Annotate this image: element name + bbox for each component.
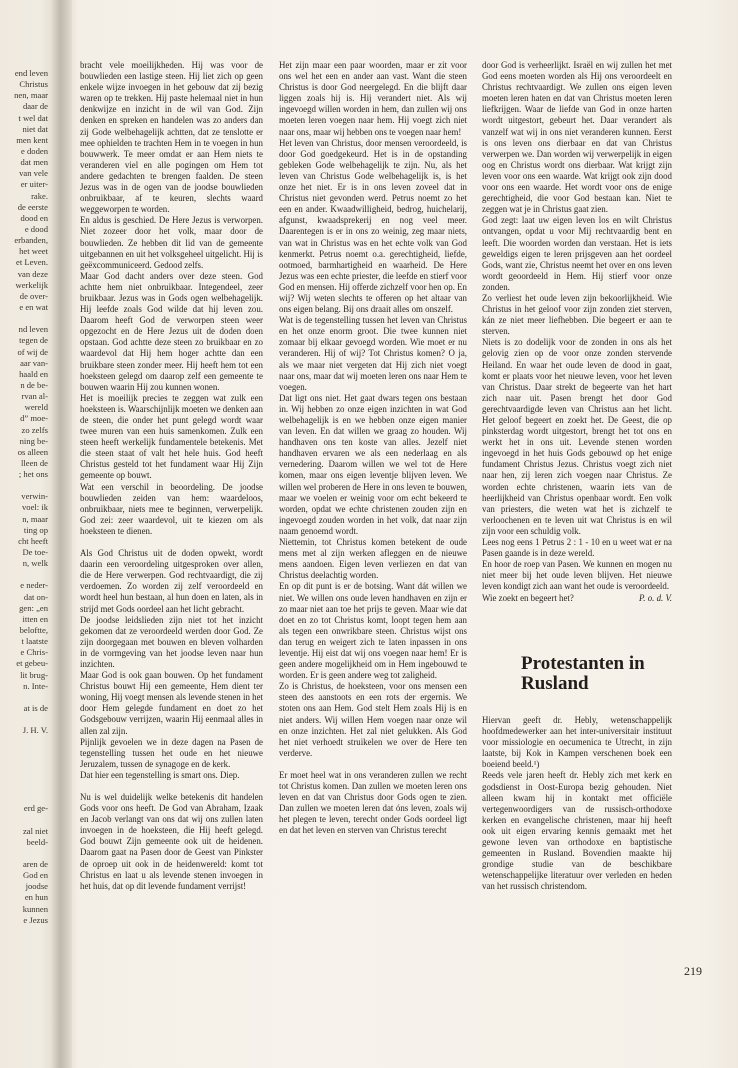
fragment-line: at is de [23,703,48,714]
fragment-line [0,736,48,747]
page-number: 219 [684,964,702,978]
fragment-line: De toe- [22,547,48,558]
fragment-line: het weet [19,246,48,257]
fragment-line: et Leven. [16,257,48,268]
fragment-line: voel: ik [21,502,48,513]
fragment-line [0,748,48,759]
previous-page-fragment [0,68,48,926]
fragment-line: ; het ons [18,469,48,480]
fragment-line: e neder- [20,580,48,591]
fragment-line: van deze [17,268,48,279]
paragraph: Als God Christus uit de doden opwekt, wordt daarin een veroordeling uitgesproken over allen, die de Here verwerpen. God rechtvaardigt, die zij verdoemen. Zo worden zij zelf veroordeeld en wordt heel hun bestaan, al hun doen en laten, als in strijd met Gods oordeel aan het licht gebracht. [80,548,263,614]
fragment-line [0,792,48,803]
fragment-line [0,814,48,825]
paragraph: Zo verliest het oude leven zijn bekoorlijkheid. Wie Christus in het geloof voor zijn zonden ziet sterven, kán ze niet meer liefhebben. Die begeert er aan te sterven. [482,292,672,337]
paragraph: Nu is wel duidelijk welke betekenis dit handelen Gods voor ons heeft. De God van Abraham, Izaak en Jacob verlangt van ons dat wij ons zullen laten invoegen in de hoeksteen, die Hij heeft gelegd. God bouwt Zijn gemeente ook uit de heidenen. Daarom gaat na Pasen door de Geest van Pinkster de oproep uit ook in de heidenwereld: komt tot Christus en laat u als levende stenen invoegen in het huis, dat op dit levende fundament verrijst! [80,792,263,891]
fragment-line: de eerste [17,201,48,212]
fragment-line: tegen de [19,335,48,346]
fragment-line [0,313,48,324]
paragraph: Wat is de tegenstelling tussen het leven van Christus en het onze enorm groot. Die twee kunnen niet zomaar bij elkaar gevoegd worden. Wie moet er nu veranderen. Hij of wij? Tot Christus komen? O ja, als we maar niet vergeten dat Hij zich niet voegt naar ons, maar dat wij moeten leren ons naar Hem te voegen. [279,315,467,392]
fragment-line: zal niet [22,825,48,836]
closing-question: Wie zoekt en begeert het? [482,592,574,603]
fragment-line: erd ge- [23,803,48,814]
fragment-line: J. H. V. [22,725,48,736]
fragment-line [0,714,48,725]
fragment-line: werkelijk [15,279,48,290]
fragment-line [0,781,48,792]
paragraph: Het leven van Christus, door mensen veroordeeld, is door God goedgekeurd. Het is in de opstanding gebleken Gode welbehagelijk te zijn. Nu, als het leven van Christus Gode welbehagelijk is, is het onze het niet. Er is in ons leven zoveel dat in Christus niet gevonden werd. Petrus noemt zo het een en ander. Kwaadwilligheid, bedrog, huichelarij, afgunst, kwaadsprekerij en nog veel meer. Daarentegen is er in ons zo weinig, zeg maar niets, van wat in Christus was en het echte volk van God kenmerkt. Petrus noemt o.a. gerechtigheid, liefde, ootmoed, barmhartigheid en waarheid. De Here Jezus was een echte priester, die leefde en stierf voor God en mensen. Hij offerde zichzelf voor hen op. En wij? Wij weten slechts te offeren op het altaar van ons eigen belang. Bij ons draait alles om onszelf. [279,137,467,315]
fragment-line: lleen de [21,457,48,468]
fragment-line: ning be- [19,435,48,446]
closing-line [482,593,672,604]
fragment-line: haald en [19,368,48,379]
book-gutter [50,0,72,1068]
fragment-line: wereld [24,402,48,413]
paragraph: Wat een verschil in beoordeling. De joodse bouwlieden zeiden van hem: waardeloos, onbruikbaar, niets mee te beginnen, verwerpelijk. God zei: zeer waardevol, uit te kiezen om als hoeksteen te dienen. [80,481,263,536]
paragraph: En aldus is geschied. De Here Jezus is verworpen. Niet zozeer door het volk, maar door de bouwlieden. Ze hebben dit lid van de gemeente uitgebannen en uit het volksgeheel uitgelicht. Hij is geëxcommuniceerd. Gedood zelfs. [80,215,263,270]
fragment-line: beeld- [26,836,48,847]
fragment-line: e dood [24,223,48,234]
paragraph: Niets is zo dodelijk voor de zonden in ons als het gelovig zien op de voor onze zonden stervende Heiland. En waar het oude leven de dood in gaat, komt er plaats voor het nieuwe leven, voor het leven van Christus. Daar strekt de begeerte van het hart zich naar uit. Pasen brengt het door God gerechtvaardigde leven van Christus aan het licht. Het geloof begeert en zoekt het. De Geest, die op pinksterdag wordt uitgestort, brengt het tot ons en werkt het in ons uit. Levende stenen worden ingevoegd in het huis Gods gebouwd op het enige fundament Christus Jezus. Christus voegt zich niet naar hen, zij leren zich voegen naar Christus. Ze worden echte christenen, waarin iets van de heerlijkheid van Christus openbaar wordt. Een volk van priesters, die weten wat het is zichzelf te verloochenen en te leven uit wat Christus is en wil zijn voor een schuldig volk. [482,337,672,536]
paragraph: bracht vele moeilijkheden. Hij was voor de bouwlieden een lastige steen. Hij liet zich op geen enkele wijze invoegen in het gebouw dat zij bezig waren op te trekken. Hij paste helemaal niet in hun denkwijze en inzicht in de wil van God. Zijn denken en spreken en handelen was zo anders dan zij Gode welbehagelijk achtten, dat ze tenslotte er mee ophielden te trachten Hem in te voegen in hun bouwwerk. Te meer omdat er aan Hem niets te veranderen viel en alle pogingen om Hem tot andere gedachten te brengen faalden. De steen Jezus was in de ogen van de joodse bouwlieden onbruikbaar, af te keuren, slechts waard weggeworpen te worden. [80,60,263,215]
fragment-line: kunnen [22,903,48,914]
paragraph: Dat hier een tegenstelling is smart ons. Diep. [80,769,240,780]
fragment-line: nen, maar [14,90,48,101]
fragment-line: zo zelfs [21,424,48,435]
paragraph: Pijnlijk gevoelen we in deze dagen na Pasen de tegenstelling tussen het oude en het nieuwe Jeruzalem, tussen de synagoge en de kerk. [80,736,263,769]
paragraph: Maar God dacht anders over deze steen. God achtte hem niet onbruikbaar. Integendeel, zeer bruikbaar. Jezus was in Gods ogen welbehagelijk. Hij leefde zoals God wilde dat hij leven zou. Daarom heeft God de verworpen steen weer opgezocht en de Here Jezus uit de doden doen opstaan. God achtte deze steen zo bruikbaar en zo waardevol dat Hij hem hoger achtte dan een bruikbare steen zonder meer. Hij heeft hem tot een hoeksteen gelegd om daarop zelf een gemeente te bouwen waarin Hij zou kunnen wonen. [80,270,263,392]
fragment-line: end leven [14,68,48,78]
fragment-line: er uiter- [20,179,48,190]
fragment-line: gen: „en [19,602,48,613]
fragment-line: God en [22,870,48,881]
fragment-line: daar de [22,101,48,112]
fragment-line: n de be- [20,379,48,390]
fragment-line: t wel dat [18,112,48,123]
article-column-3 [482,60,672,604]
fragment-line: dat men [20,157,48,168]
author-signature: P. o. d. V. [639,592,672,603]
fragment-line [0,692,48,703]
fragment-line: os alleen [17,446,48,457]
paragraph: De joodse leidslieden zijn niet tot het inzicht gekomen dat ze veroordeeld werden door God. Ze zijn doorgegaan met bouwen en bleven volharden in de vormgeving van het joodse leven naar hun inzichten. [80,614,263,669]
fragment-line: beloftte, [19,625,48,636]
fragment-line [0,569,48,580]
fragment-line: n, welk [22,558,48,569]
paragraph: Lees nog eens 1 Petrus 2 : 1 - 10 en u weet wat er na Pasen gaande is in deze wereld. [482,537,672,559]
fragment-line [0,759,48,770]
fragment-line: e en wat [19,301,48,312]
fragment-line: e Jezus [23,914,48,925]
article-heading: Protestanten in Rusland [521,653,645,694]
paragraph: God zegt: laat uw eigen leven los en wilt Christus ontvangen, opdat u voor Mij rechtvaardig bent en leeft. Die woorden worden dan verstaan. Het is iets geweldigs eigen te leren prijsgeven aan het oordeel Gods, want zie, Christus neemt het over en ons leven wordt geoordeeld in Hem. Hij stierf voor onze zonden. [482,215,672,292]
paragraph: Maar God is ook gaan bouwen. Op het fundament Christus bouwt Hij een gemeente, Hem dient ter woning, Hij voegt mensen als levende stenen in het door Hem gelegde fundament en doet zo het Godsgebouw verrijzen, waarin Hij eenmaal alles in allen zal zijn. [80,670,263,736]
fragment-line: ting op [23,524,48,535]
fragment-line: aar van- [20,357,48,368]
paragraph: door God is verheerlijkt. Israël en wij zullen het met God eens moeten worden als Hij ons veroordeelt en Christus rechtvaardigt. We zullen ons eigen leven moeten leren haten en dat van Christus moeten leren liefkrijgen. Waar de liefde van God in onze harten wordt uitgestort, gebeurt het. Daar verandert als vanzelf wat wij in ons niet veranderen kunnen. Eerst is ons leven ons dierbaar en dat van Christus verwerpen we. Dan worden wij verwerpelijk in eigen oog en Christus wordt ons dierbaar. Wat krijgt zijn leven voor ons een waarde. Wat krijgt ook zijn dood voor ons een waarde. Het wordt voor ons de enige gerechtigheid, die voor God bestaan kan. Niet te zeggen wat je in Christus gaat zien. [482,60,672,215]
fragment-line: t laatste [21,636,48,647]
fragment-line: van vele [19,168,48,179]
fragment-line: joodse [25,881,48,892]
paragraph: Reeds vele jaren heeft dr. Hebly zich met kerk en godsdienst in Oost-Europa bezig gehouden. Niet alleen kwam hij in kontakt met officiële vertegenwoordigers van de russisch-orthodoxe kerken en evangelische christenen, maar hij heeft ook uit eigen ervaring kennis gemaakt met het gewone leven van orthodoxe en baptistische gemeenten in Rusland. Bovendien maakte hij grondige studie van de beschikbare wetenschappelijke literatuur over verleden en heden van het russisch christendom. [482,770,672,892]
paragraph: Er moet heel wat in ons veranderen zullen we recht tot Christus komen. Dan zullen we moeten leren ons leven en dat van Christus door Gods ogen te zien. Dan zullen we moeten leren dat óns leven, zoals wij het plegen te leven, terecht onder Gods oordeel ligt en dat het leven en sterven van Christus terecht [279,769,467,836]
fragment-line: of wij de [17,346,48,357]
paragraph: En hoor de roep van Pasen. We kunnen en mogen nu niet meer bij het oude leven blijven. Het nieuwe leven kondigt zich aan want het oude is veroordeeld. [482,559,672,592]
fragment-line: rvan al- [21,391,48,402]
paragraph: Zo is Christus, de hoeksteen, voor ons mensen een steen des aanstoots en een rots der ergernis. We stoten ons aan Hem. God stelt Hem zoals Hij is en niet anders. Wij willen Hem voegen naar onze wil en onze inzichten. Het zal niet gelukken. Als God het niet verhoedt struikelen we over de Here ten verderve. [279,681,467,758]
paragraph: Hiervan geeft dr. Hebly, wetenschappelijk hoofdmedewerker aan het inter-universitair instituut voor missiologie en oecumenica te Utrecht, in zijn laatste, bij Kok in Kampen verschenen boek een boeiend beeld.¹) [482,715,672,770]
fragment-line: lit brug- [20,669,48,680]
article-column-3-bottom [482,715,672,893]
fragment-line: e doden [21,145,48,156]
fragment-line: e Chris- [20,647,48,658]
paragraph: En op dit punt is er de botsing. Want dát willen we niet. We willen ons oude leven handhaven en zijn er zo maar niet aan toe het prijs te geven. Maar wie dat doet en zo tot Christus komt, loopt tegen hem aan als tegen een onwrikbare steen. Christus wijst ons dan terug en weigert zich te laten inpassen in ons leventje. Hij eist dat wij ons voegen naar hem! Er is geen andere mogelijkheid om in Hem ingebouwd te worden. Er is geen andere weg tot zaligheid. [279,581,467,681]
fragment-line: rake. [31,190,48,201]
fragment-line: n, maar [22,513,48,524]
fragment-line: cht heeft [18,535,48,546]
article-column-2 [279,60,467,836]
fragment-line [0,848,48,859]
fragment-line: verwin- [21,491,48,502]
paragraph: Het is moeilijk precies te zeggen wat zulk een hoeksteen is. Waarschijnlijk moeten we denken aan de steen, die onder het punt gelegd wordt waar twee muren van een huis samenkomen. Zulk een steen heeft werkelijk fundamentele betekenis. Met die steen staat of valt het hele huis. God heeft Christus gesteld tot het fundament waar Hij Zijn gemeente op bouwt. [80,392,263,481]
fragment-line: de over- [19,290,48,301]
fragment-line: dat on- [23,591,48,602]
fragment-line: niet dat [22,123,48,134]
fragment-line: nd leven [18,324,48,335]
fragment-line: et gebeu- [16,658,48,669]
paragraph: Het zijn maar een paar woorden, maar er zit voor ons wel het een en ander aan vast. Want die steen Christus is door God neergelegd. En die blijft daar liggen zoals hij is. Hij verandert niet. Als wij ingevoegd willen worden in hem, dan zullen wij ons moeten leren voegen naar hem. Hij voegt zich niet naar ons, maar wij hebben ons te voegen naar hem! [279,60,467,137]
article-column-1 [80,60,263,892]
fragment-line: n. Inte- [23,680,48,691]
fragment-line [0,480,48,491]
fragment-line: itten en [22,613,48,624]
paragraph: Niettemin, tot Christus komen betekent de oude mens met al zijn werken afleggen en de nieuwe mens aandoen. Eigen leven verliezen en dat van Christus deelachtig worden. [279,537,467,581]
fragment-line: aren de [22,858,48,869]
fragment-line [0,770,48,781]
fragment-line: Christus [19,79,48,90]
paragraph: Dat ligt ons niet. Het gaat dwars tegen ons bestaan in. Wij hebben zo onze eigen inzichten in wat God welbehagelijk is en we hebben onze eigen manier van leven. En dat willen we graag zo houden. Wij handhaven ons ten koste van alles. Jezelf niet handhaven ervaren we als een nederlaag en als vernedering. Daarom willen we wel tot de Here komen, maar ons eigen leventje blijven leven. We willen wel proberen de Here in ons leven te bouwen, maar we voelen er weinig voor om echt bekeerd te worden, opdat we echte christenen zouden zijn en ingevoegd zouden worden in het volk, dat naar zijn naam genoemd wordt. [279,392,467,536]
fragment-line: erbanden, [14,235,48,246]
fragment-line: d” moe- [20,413,48,424]
fragment-line: en hun [24,892,48,903]
fragment-line: dood en [20,212,48,223]
fragment-line: men kent [16,134,48,145]
